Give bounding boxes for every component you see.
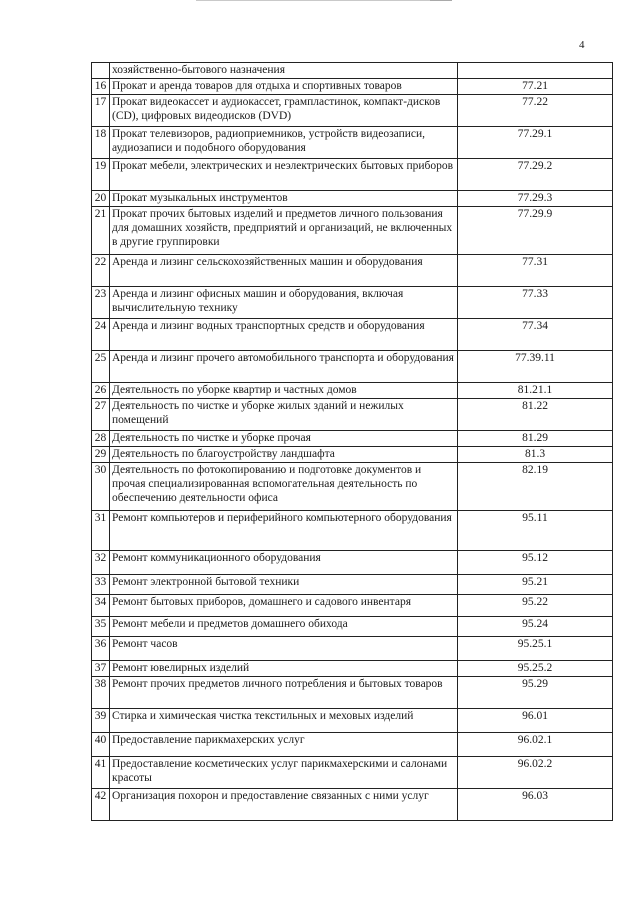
- table-row: [92, 63, 613, 79]
- activity-code: 77.29.3: [458, 191, 613, 207]
- activity-code: 95.25.2: [458, 661, 613, 677]
- table-row: [92, 789, 613, 821]
- activity-code: 96.01: [458, 709, 613, 733]
- row-number: 16: [92, 79, 110, 95]
- table-row: [92, 287, 613, 319]
- table-row: [92, 95, 613, 127]
- activity-name: Аренда и лизинг офисных машин и оборудования, включая вычислительную технику: [110, 287, 458, 319]
- activity-name: Деятельность по чистке и уборке жилых зданий и нежилых помещений: [110, 399, 458, 431]
- activity-code: 77.22: [458, 95, 613, 127]
- table-row: [92, 207, 613, 255]
- activity-name: Прокат прочих бытовых изделий и предметов личного пользования для домашних хозяйств, предприятий и организаций, не включенных в другие группировки: [110, 207, 458, 255]
- activity-name: Прокат телевизоров, радиоприемников, устройств видеозаписи, аудиозаписи и подобного оборудования: [110, 127, 458, 159]
- row-number: 24: [92, 319, 110, 351]
- activity-name: Деятельность по чистке и уборке прочая: [110, 431, 458, 447]
- activity-name: Деятельность по уборке квартир и частных домов: [110, 383, 458, 399]
- row-number: 23: [92, 287, 110, 319]
- activity-code: 77.33: [458, 287, 613, 319]
- table-row: [92, 595, 613, 617]
- row-number: 25: [92, 351, 110, 383]
- activity-code: 81.29: [458, 431, 613, 447]
- table-row: [92, 637, 613, 661]
- activity-code: 77.29.2: [458, 159, 613, 191]
- activity-name: Предоставление парикмахерских услуг: [110, 733, 458, 757]
- activity-code: 95.29: [458, 677, 613, 709]
- table-row: [92, 511, 613, 551]
- row-number: 19: [92, 159, 110, 191]
- row-number: 27: [92, 399, 110, 431]
- row-number: 22: [92, 255, 110, 287]
- activity-code: 81.22: [458, 399, 613, 431]
- activity-name: Прокат и аренда товаров для отдыха и спортивных товаров: [110, 79, 458, 95]
- row-number: 36: [92, 637, 110, 661]
- activity-code: 81.21.1: [458, 383, 613, 399]
- activity-name: Аренда и лизинг водных транспортных средств и оборудования: [110, 319, 458, 351]
- table-row: [92, 733, 613, 757]
- row-number: [92, 63, 110, 79]
- activity-code: 77.29.1: [458, 127, 613, 159]
- table-row: [92, 617, 613, 637]
- activity-code: 82.19: [458, 463, 613, 511]
- activity-name: Ремонт часов: [110, 637, 458, 661]
- activity-code: 77.39.11: [458, 351, 613, 383]
- row-number: 34: [92, 595, 110, 617]
- row-number: 39: [92, 709, 110, 733]
- activity-name: Ремонт мебели и предметов домашнего обихода: [110, 617, 458, 637]
- row-number: 41: [92, 757, 110, 789]
- activity-code: 77.29.9: [458, 207, 613, 255]
- table-row: [92, 127, 613, 159]
- table-row: [92, 757, 613, 789]
- row-number: 17: [92, 95, 110, 127]
- activity-code: 77.34: [458, 319, 613, 351]
- table-row: [92, 575, 613, 595]
- activity-name: Прокат видеокассет и аудиокассет, грампластинок, компакт-дисков (CD), цифровых видеодисков (DVD): [110, 95, 458, 127]
- activity-code: 95.11: [458, 511, 613, 551]
- activity-name: Ремонт компьютеров и периферийного компьютерного оборудования: [110, 511, 458, 551]
- activity-name: Ремонт электронной бытовой техники: [110, 575, 458, 595]
- table-row: [92, 159, 613, 191]
- activity-name: Прокат мебели, электрических и неэлектрических бытовых приборов: [110, 159, 458, 191]
- activity-codes-table: [91, 62, 613, 821]
- table-row: [92, 463, 613, 511]
- activity-code: 95.22: [458, 595, 613, 617]
- table-row: [92, 351, 613, 383]
- activity-code: 96.03: [458, 789, 613, 821]
- row-number: 18: [92, 127, 110, 159]
- table-row: [92, 431, 613, 447]
- table-row: [92, 677, 613, 709]
- activity-name: Деятельность по благоустройству ландшафта: [110, 447, 458, 463]
- activity-code: [458, 63, 613, 79]
- row-number: 42: [92, 789, 110, 821]
- activity-code: 96.02.1: [458, 733, 613, 757]
- activity-code: 95.24: [458, 617, 613, 637]
- activity-code: 95.12: [458, 551, 613, 575]
- table-row: [92, 319, 613, 351]
- table-row: [92, 255, 613, 287]
- activity-name: Предоставление косметических услуг парикмахерскими и салонами красоты: [110, 757, 458, 789]
- table-row: [92, 709, 613, 733]
- activity-name: Ремонт ювелирных изделий: [110, 661, 458, 677]
- table-row: [92, 79, 613, 95]
- row-number: 37: [92, 661, 110, 677]
- table-row: [92, 383, 613, 399]
- table-row: [92, 447, 613, 463]
- activity-name: Ремонт бытовых приборов, домашнего и садового инвентаря: [110, 595, 458, 617]
- scan-edge-mark: [196, 0, 451, 3]
- activity-code: 95.21: [458, 575, 613, 595]
- row-number: 32: [92, 551, 110, 575]
- activity-code: 81.3: [458, 447, 613, 463]
- activity-code: 77.21: [458, 79, 613, 95]
- table-row: [92, 661, 613, 677]
- activity-name: Ремонт коммуникационного оборудования: [110, 551, 458, 575]
- row-number: 38: [92, 677, 110, 709]
- activity-name: Аренда и лизинг прочего автомобильного транспорта и оборудования: [110, 351, 458, 383]
- row-number: 40: [92, 733, 110, 757]
- table-row: [92, 191, 613, 207]
- activity-code: 96.02.2: [458, 757, 613, 789]
- activity-name: Деятельность по фотокопированию и подготовке документов и прочая специализированная вспомогательная деятельность по обеспечению деятельности офиса: [110, 463, 458, 511]
- table-row: [92, 399, 613, 431]
- row-number: 30: [92, 463, 110, 511]
- row-number: 20: [92, 191, 110, 207]
- activity-name: Ремонт прочих предметов личного потребления и бытовых товаров: [110, 677, 458, 709]
- activity-name: Стирка и химическая чистка текстильных и меховых изделий: [110, 709, 458, 733]
- page-number: 4: [579, 39, 585, 51]
- table-body: [92, 63, 613, 821]
- row-number: 28: [92, 431, 110, 447]
- row-number: 26: [92, 383, 110, 399]
- row-number: 31: [92, 511, 110, 551]
- row-number: 33: [92, 575, 110, 595]
- scan-edge-mark: [430, 0, 452, 3]
- table-row: [92, 551, 613, 575]
- activity-name: хозяйственно-бытового назначения: [110, 63, 458, 79]
- row-number: 29: [92, 447, 110, 463]
- row-number: 21: [92, 207, 110, 255]
- activity-code: 95.25.1: [458, 637, 613, 661]
- activity-code: 77.31: [458, 255, 613, 287]
- activity-name: Прокат музыкальных инструментов: [110, 191, 458, 207]
- activity-name: Аренда и лизинг сельскохозяйственных машин и оборудования: [110, 255, 458, 287]
- activity-name: Организация похорон и предоставление связанных с ними услуг: [110, 789, 458, 821]
- row-number: 35: [92, 617, 110, 637]
